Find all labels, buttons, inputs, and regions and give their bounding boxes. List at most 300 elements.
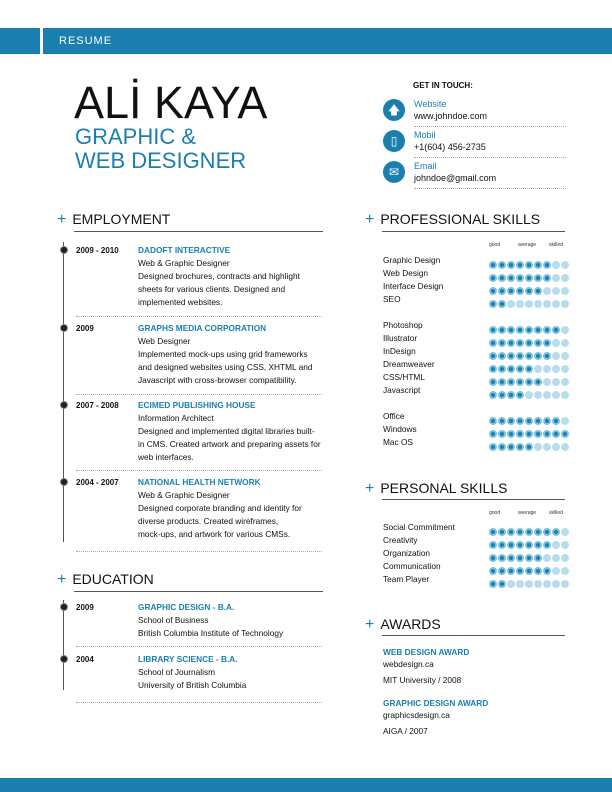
rating-dot-filled: [498, 417, 506, 425]
legend-good: good: [489, 242, 501, 248]
rating-dot-filled: [489, 378, 497, 386]
divider: [76, 316, 322, 317]
skill-rating: [489, 438, 570, 447]
section-rule: [74, 231, 323, 232]
skill-rating: [489, 549, 570, 558]
timeline-dot: [60, 655, 68, 663]
rating-dot-filled: [507, 339, 515, 347]
rating-dot-empty: [552, 443, 560, 451]
job-entry: [138, 476, 323, 541]
rating-dot-empty: [534, 365, 542, 373]
job-description-line: Designed brochures, contracts and highlight: [138, 271, 300, 281]
rating-dot-empty: [561, 365, 569, 373]
rating-dot-empty: [561, 339, 569, 347]
rating-dot-empty: [543, 300, 551, 308]
section-title: EDUCATION: [72, 571, 154, 587]
rating-dot-filled: [489, 580, 497, 588]
rating-dot-empty: [561, 274, 569, 282]
contact-mobile[interactable]: [383, 127, 566, 159]
rating-dot-filled: [516, 274, 524, 282]
rating-dot-filled: [543, 352, 551, 360]
skill-rating: [489, 295, 570, 304]
rating-dot-filled: [489, 567, 497, 575]
rating-dot-filled: [525, 417, 533, 425]
rating-dot-filled: [498, 300, 506, 308]
rating-dot-filled: [498, 365, 506, 373]
rating-dot-empty: [552, 567, 560, 575]
rating-dot-empty: [552, 541, 560, 549]
rating-dot-empty: [534, 580, 542, 588]
job-description-line: in CMS. Created artwork and preparing assets for: [138, 439, 321, 449]
rating-dot-filled: [516, 339, 524, 347]
education-school: School of Journalism: [138, 667, 216, 677]
job-company: NATIONAL HEALTH NETWORK: [138, 477, 261, 487]
award-site[interactable]: webdesign.ca: [383, 659, 434, 669]
rating-dot-filled: [525, 287, 533, 295]
rating-dot-filled: [534, 326, 542, 334]
plus-icon: +: [365, 480, 375, 497]
divider: [76, 702, 322, 703]
education-date: 2009: [76, 603, 94, 612]
section-title: PERSONAL SKILLS: [380, 480, 508, 496]
divider: [76, 394, 322, 395]
divider: [76, 646, 322, 647]
rating-dot-empty: [534, 300, 542, 308]
rating-dot-filled: [552, 326, 560, 334]
contact-heading: GET IN TOUCH:: [413, 81, 473, 90]
rating-dot-filled: [507, 365, 515, 373]
education-degree: GRAPHIC DESIGN - B.A.: [138, 602, 235, 612]
rating-dot-filled: [507, 274, 515, 282]
contact-email[interactable]: [383, 158, 566, 190]
skill-name: Mac OS: [383, 437, 413, 447]
rating-dot-filled: [516, 326, 524, 334]
rating-dot-filled: [507, 261, 515, 269]
rating-dot-filled: [507, 430, 515, 438]
rating-dot-empty: [561, 326, 569, 334]
rating-dot-filled: [525, 339, 533, 347]
skill-rating: [489, 575, 570, 584]
rating-dot-empty: [561, 567, 569, 575]
skill-name: Web Design: [383, 268, 429, 278]
skill-rating: [489, 386, 570, 395]
rating-dot-filled: [534, 352, 542, 360]
rating-dot-empty: [543, 287, 551, 295]
rating-dot-filled: [525, 274, 533, 282]
rating-dot-filled: [534, 339, 542, 347]
job-description-line: mock-ups, and artwork for various CMSs.: [138, 529, 291, 539]
skill-name: SEO: [383, 294, 401, 304]
job-description-line: web interfaces.: [138, 452, 194, 462]
rating-dot-filled: [489, 541, 497, 549]
rating-dot-empty: [561, 261, 569, 269]
job-entry: [138, 244, 323, 309]
skill-name: Social Commitment: [383, 522, 455, 532]
rating-dot-filled: [498, 430, 506, 438]
rating-dot-filled: [489, 261, 497, 269]
rating-dot-filled: [543, 528, 551, 536]
rating-dot-filled: [507, 391, 515, 399]
award-title: WEB DESIGN AWARD: [383, 647, 470, 657]
skill-name: Interface Design: [383, 281, 444, 291]
plus-icon: +: [57, 571, 67, 588]
section-rule: [74, 591, 323, 592]
skill-name: InDesign: [383, 346, 416, 356]
contact-value[interactable]: johndoe@gmail.com: [414, 173, 497, 183]
job-description-line: and designed websites using CSS, XHTML and: [138, 362, 313, 372]
skill-rating: [489, 425, 570, 434]
rating-dot-empty: [534, 443, 542, 451]
rating-dot-empty: [561, 554, 569, 562]
rating-dot-filled: [489, 443, 497, 451]
education-school: British Columbia Institute of Technology: [138, 628, 284, 638]
rating-dot-filled: [489, 352, 497, 360]
education-timeline: [63, 600, 64, 690]
timeline-dot: [60, 246, 68, 254]
timeline-dot: [60, 401, 68, 409]
award-detail: AIGA / 2007: [383, 726, 428, 736]
rating-dot-empty: [552, 352, 560, 360]
rating-dot-filled: [489, 528, 497, 536]
skill-name: Dreamweaver: [383, 359, 435, 369]
rating-dot-filled: [516, 391, 524, 399]
job-description-line: Designed corporate branding and identity for: [138, 503, 302, 513]
rating-dot-filled: [534, 287, 542, 295]
job-date: 2007 - 2008: [76, 401, 119, 410]
skill-name: Communication: [383, 561, 441, 571]
contact-value[interactable]: www.johndoe.com: [414, 111, 488, 121]
rating-dot-filled: [498, 287, 506, 295]
rating-dot-empty: [525, 391, 533, 399]
divider: [76, 470, 322, 471]
rating-dot-filled: [534, 541, 542, 549]
award-title: GRAPHIC DESIGN AWARD: [383, 698, 489, 708]
rating-dot-filled: [498, 567, 506, 575]
rating-dot-filled: [525, 352, 533, 360]
rating-dot-filled: [534, 430, 542, 438]
plus-icon: +: [365, 211, 375, 228]
candidate-name: ALİ KAYA: [74, 77, 268, 128]
award-entry: [383, 697, 488, 737]
timeline-dot: [60, 603, 68, 611]
job-title-line-2: WEB DESIGNER: [75, 148, 247, 173]
rating-dot-filled: [498, 554, 506, 562]
rating-dot-filled: [498, 326, 506, 334]
education-school: School of Business: [138, 615, 209, 625]
job-company: ECIMED PUBLISHING HOUSE: [138, 400, 256, 410]
rating-dot-filled: [498, 339, 506, 347]
phone-icon: ▯: [383, 130, 405, 152]
rating-dot-filled: [507, 443, 515, 451]
rating-dot-filled: [507, 567, 515, 575]
rating-dot-filled: [507, 528, 515, 536]
rating-dot-filled: [489, 554, 497, 562]
rating-dot-empty: [561, 287, 569, 295]
education-school: University of British Columbia: [138, 680, 247, 690]
rating-dot-empty: [552, 378, 560, 386]
rating-dot-filled: [543, 417, 551, 425]
rating-dot-filled: [525, 378, 533, 386]
job-description-line: sheets for various clients. Designed and: [138, 284, 286, 294]
education-heading: [57, 571, 154, 589]
rating-dot-filled: [498, 378, 506, 386]
employment-heading: [57, 211, 170, 229]
contact-label: Website: [414, 99, 447, 109]
rating-dot-filled: [534, 417, 542, 425]
rating-dot-filled: [498, 541, 506, 549]
section-title: AWARDS: [380, 616, 441, 632]
rating-dot-filled: [534, 274, 542, 282]
job-date: 2009 - 2010: [76, 246, 119, 255]
skill-name: Team Player: [383, 574, 430, 584]
upload-arrow-icon: 🡅: [383, 99, 405, 121]
rating-dot-filled: [543, 567, 551, 575]
skill-rating: [489, 373, 570, 382]
rating-dot-filled: [489, 430, 497, 438]
job-date: 2004 - 2007: [76, 478, 119, 487]
contact-label: Mobil: [414, 130, 436, 140]
rating-dot-empty: [507, 300, 515, 308]
job-company: GRAPHS MEDIA CORPORATION: [138, 323, 267, 333]
rating-dot-empty: [543, 443, 551, 451]
rating-dot-empty: [552, 300, 560, 308]
rating-dot-empty: [552, 339, 560, 347]
skill-rating: [489, 562, 570, 571]
rating-dot-filled: [525, 554, 533, 562]
job-description-line: Implemented mock-ups using grid frameworks: [138, 349, 308, 359]
rating-dot-filled: [489, 287, 497, 295]
section-title: EMPLOYMENT: [72, 211, 171, 227]
skill-name: CSS/HTML: [383, 372, 425, 382]
job-description-line: diverse products. Created wireframes,: [138, 516, 279, 526]
rating-dot-filled: [489, 391, 497, 399]
job-date: 2009: [76, 324, 94, 333]
rating-dot-filled: [552, 417, 560, 425]
rating-dot-empty: [543, 391, 551, 399]
rating-dot-empty: [552, 365, 560, 373]
job-position: Web & Graphic Designer: [138, 490, 230, 500]
rating-dot-filled: [525, 528, 533, 536]
rating-dot-filled: [516, 365, 524, 373]
plus-icon: +: [57, 211, 67, 228]
skill-name: Organization: [383, 548, 431, 558]
rating-dot-filled: [543, 326, 551, 334]
rating-dot-filled: [498, 261, 506, 269]
rating-dot-filled: [516, 261, 524, 269]
envelope-icon: ✉: [383, 161, 405, 183]
rating-dot-filled: [525, 443, 533, 451]
skill-rating: [489, 282, 570, 291]
rating-dot-empty: [561, 580, 569, 588]
education-degree: LIBRARY SCIENCE - B.A.: [138, 654, 238, 664]
section-rule: [382, 499, 565, 500]
rating-dot-filled: [516, 430, 524, 438]
rating-dot-filled: [516, 378, 524, 386]
rating-dot-filled: [543, 339, 551, 347]
rating-dot-filled: [489, 339, 497, 347]
job-company: DADOFT INTERACTIVE: [138, 245, 231, 255]
rating-dot-filled: [498, 580, 506, 588]
rating-dot-filled: [498, 274, 506, 282]
section-rule: [382, 231, 565, 232]
rating-dot-filled: [516, 417, 524, 425]
skill-rating: [489, 269, 570, 278]
rating-dot-empty: [543, 554, 551, 562]
rating-dot-filled: [534, 528, 542, 536]
rating-dot-filled: [534, 261, 542, 269]
award-detail: MIT University / 2008: [383, 675, 462, 685]
legend-skilled: skilled: [549, 510, 563, 516]
contact-value[interactable]: +1(604) 456-2735: [414, 142, 486, 152]
timeline-dot: [60, 478, 68, 486]
rating-dot-empty: [525, 580, 533, 588]
rating-dot-filled: [525, 567, 533, 575]
rating-dot-empty: [552, 274, 560, 282]
rating-dot-empty: [543, 580, 551, 588]
rating-dot-empty: [561, 541, 569, 549]
rating-dot-empty: [552, 261, 560, 269]
rating-dot-filled: [516, 541, 524, 549]
resume-label: RESUME: [59, 35, 113, 47]
rating-dot-filled: [498, 391, 506, 399]
skill-rating: [489, 523, 570, 532]
rating-dot-filled: [507, 352, 515, 360]
rating-dot-filled: [498, 528, 506, 536]
rating-dot-filled: [516, 567, 524, 575]
rating-dot-empty: [552, 287, 560, 295]
rating-dot-filled: [507, 541, 515, 549]
rating-dot-empty: [516, 580, 524, 588]
rating-dot-filled: [561, 430, 569, 438]
rating-dot-empty: [561, 417, 569, 425]
rating-dot-empty: [561, 391, 569, 399]
skill-name: Windows: [383, 424, 417, 434]
rating-dot-filled: [516, 554, 524, 562]
divider: [76, 551, 322, 552]
rating-dot-filled: [507, 326, 515, 334]
rating-dot-empty: [552, 580, 560, 588]
skill-rating: [489, 334, 570, 343]
plus-icon: +: [365, 616, 375, 633]
rating-dot-empty: [561, 352, 569, 360]
rating-dot-filled: [543, 274, 551, 282]
rating-dot-filled: [489, 417, 497, 425]
rating-dot-filled: [507, 287, 515, 295]
rating-dot-empty: [507, 580, 515, 588]
rating-dot-filled: [525, 541, 533, 549]
skill-rating: [489, 256, 570, 265]
header-bar: [0, 28, 612, 54]
rating-dot-empty: [561, 300, 569, 308]
job-description-line: implemented websites.: [138, 297, 223, 307]
legend-good: good: [489, 510, 501, 516]
skill-name: Javascript: [383, 385, 421, 395]
skill-name: Office: [383, 411, 405, 421]
rating-dot-filled: [525, 326, 533, 334]
job-entry: [138, 399, 323, 464]
footer-bar: [0, 778, 612, 792]
award-entry: [383, 646, 469, 686]
education-entry: [138, 601, 323, 640]
rating-dot-filled: [525, 430, 533, 438]
rating-dot-empty: [534, 391, 542, 399]
job-title-line-1: GRAPHIC &: [75, 124, 197, 149]
rating-dot-filled: [534, 567, 542, 575]
rating-dot-filled: [534, 378, 542, 386]
divider: [414, 188, 566, 189]
skill-name: Creativity: [383, 535, 418, 545]
employment-timeline: [63, 242, 64, 542]
contact-website[interactable]: [383, 96, 566, 128]
skill-rating: [489, 536, 570, 545]
timeline-dot: [60, 324, 68, 332]
skill-rating: [489, 412, 570, 421]
skill-rating: [489, 321, 570, 330]
skill-rating: [489, 347, 570, 356]
rating-dot-filled: [534, 554, 542, 562]
rating-dot-filled: [507, 378, 515, 386]
skill-rating: [489, 360, 570, 369]
job-description-line: Javascript with cross-browser compatibility.: [138, 375, 297, 385]
skill-name: Graphic Design: [383, 255, 441, 265]
rating-dot-filled: [489, 365, 497, 373]
rating-dot-empty: [543, 378, 551, 386]
education-date: 2004: [76, 655, 94, 664]
legend-average: average: [518, 510, 537, 516]
job-position: Information Architect: [138, 413, 214, 423]
education-entry: [138, 653, 323, 692]
rating-dot-empty: [561, 528, 569, 536]
rating-dot-empty: [516, 300, 524, 308]
awards-heading: [365, 616, 441, 634]
professional-skills-heading: [365, 211, 540, 229]
rating-dot-filled: [498, 352, 506, 360]
job-position: Web & Graphic Designer: [138, 258, 230, 268]
legend-average: average: [518, 242, 537, 248]
personal-skills-heading: [365, 480, 507, 498]
rating-dot-empty: [561, 443, 569, 451]
rating-dot-empty: [552, 554, 560, 562]
rating-dot-empty: [561, 378, 569, 386]
rating-dot-empty: [552, 391, 560, 399]
rating-dot-filled: [507, 417, 515, 425]
skill-name: Photoshop: [383, 320, 423, 330]
rating-dot-filled: [552, 528, 560, 536]
rating-dot-filled: [507, 554, 515, 562]
rating-dot-filled: [516, 443, 524, 451]
rating-dot-filled: [543, 541, 551, 549]
rating-dot-empty: [543, 365, 551, 373]
rating-dot-filled: [525, 261, 533, 269]
rating-dot-filled: [489, 300, 497, 308]
rating-dot-filled: [543, 430, 551, 438]
rating-dot-filled: [489, 326, 497, 334]
job-entry: [138, 322, 323, 387]
rating-dot-empty: [525, 300, 533, 308]
skill-name: Illustrator: [383, 333, 418, 343]
rating-dot-filled: [498, 443, 506, 451]
rating-dot-filled: [489, 274, 497, 282]
rating-dot-filled: [552, 430, 560, 438]
rating-dot-filled: [543, 261, 551, 269]
section-title: PROFESSIONAL SKILLS: [380, 211, 541, 227]
rating-dot-filled: [525, 365, 533, 373]
job-description-line: Designed and implemented digital libraries built-: [138, 426, 315, 436]
resume-tab: [40, 28, 612, 54]
job-position: Web Designer: [138, 336, 191, 346]
award-site[interactable]: graphicsdesign.ca: [383, 710, 450, 720]
rating-dot-filled: [516, 528, 524, 536]
